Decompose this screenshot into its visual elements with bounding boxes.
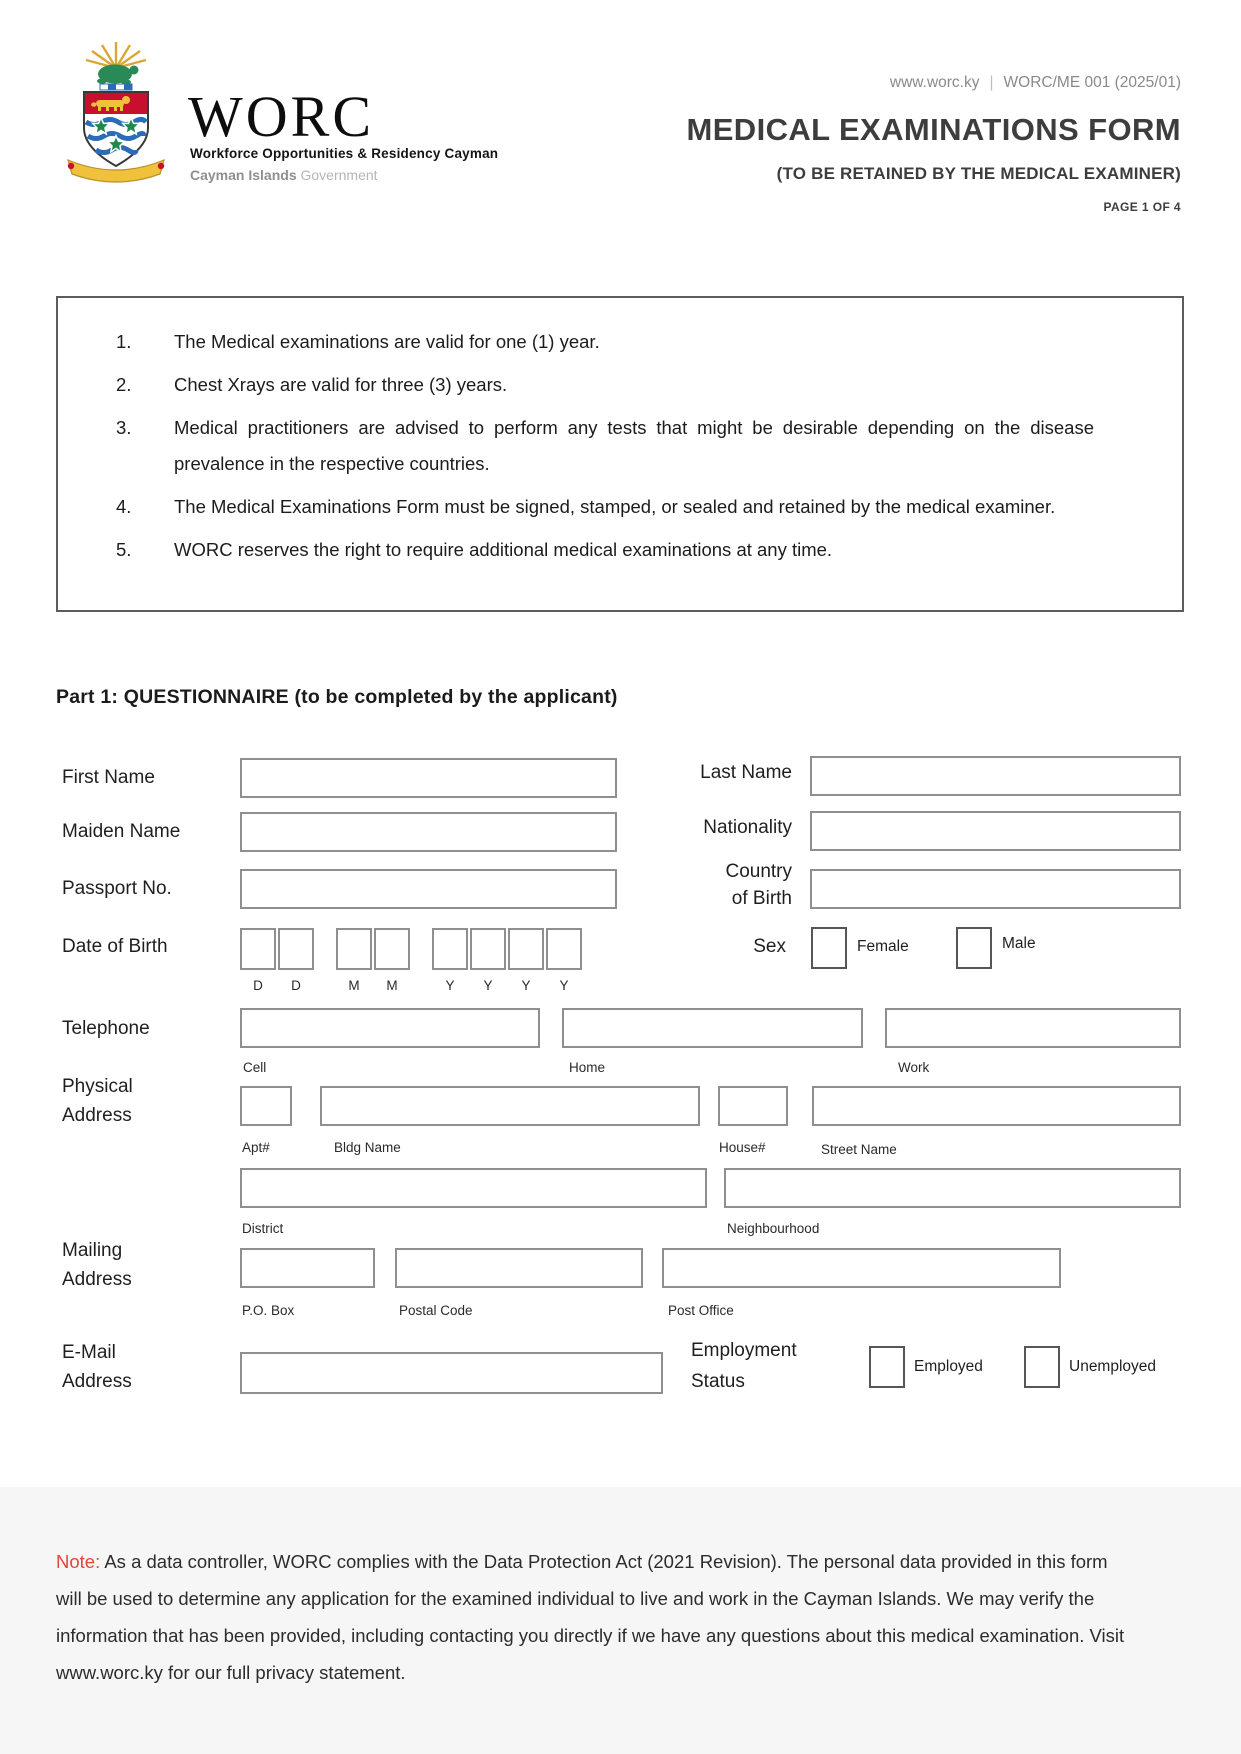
apt-caption: Apt# <box>242 1140 270 1155</box>
sex-male-label: Male <box>1002 935 1036 952</box>
passport-no-label: Passport No. <box>62 878 172 899</box>
sex-female-checkbox[interactable] <box>811 927 847 969</box>
employment-status-label-line2: Status <box>691 1371 745 1392</box>
instruction-text: The Medical Examinations Form must be signed, stamped, or sealed and retained by the medical examiner. <box>174 496 1056 517</box>
house-caption: House# <box>719 1140 766 1155</box>
date-of-birth-label: Date of Birth <box>62 936 168 957</box>
instruction-text: Chest Xrays are valid for three (3) years. <box>174 374 508 395</box>
street-name-input[interactable] <box>812 1086 1181 1126</box>
government-line-light: Government <box>296 167 378 183</box>
instruction-item <box>58 489 1182 525</box>
instruction-number: 4. <box>116 496 132 517</box>
logo-tagline: Workforce Opportunities & Residency Cayman <box>190 146 499 161</box>
unemployed-checkbox[interactable] <box>1024 1346 1060 1388</box>
dob-letter: D <box>253 978 263 993</box>
dob-letter: D <box>291 978 301 993</box>
instruction-number: 3. <box>116 417 132 438</box>
instruction-item <box>58 367 1182 403</box>
telephone-home-input[interactable] <box>562 1008 863 1048</box>
dob-letter: Y <box>521 978 531 993</box>
telephone-work-input[interactable] <box>885 1008 1181 1048</box>
street-name-caption: Street Name <box>821 1142 897 1157</box>
email-address-label-line2: Address <box>62 1371 132 1392</box>
maiden-name-label: Maiden Name <box>62 821 181 842</box>
shield <box>84 92 148 166</box>
employed-checkbox[interactable] <box>869 1346 905 1388</box>
instruction-item <box>58 410 1182 482</box>
postal-code-caption: Postal Code <box>399 1303 473 1318</box>
instruction-number: 1. <box>116 331 132 352</box>
last-name-input[interactable] <box>810 756 1181 796</box>
maiden-name-input[interactable] <box>240 812 617 852</box>
instruction-item <box>58 532 1182 568</box>
note-body: As a data controller, WORC complies with the Data Protection Act (2021 Revision). The personal data provided in this form will be used to determine any application for the examined individual to live and work in the Cayman Islands. We may verify the information that has been provided, including contacting you directly if we have any questions about this medical examination. Visit www.worc.ky for our full privacy statement. <box>56 1551 1125 1683</box>
mailing-address-label-line1: Mailing <box>62 1240 123 1261</box>
apt-number-input[interactable] <box>240 1086 292 1126</box>
employed-label: Employed <box>914 1358 983 1375</box>
sex-male-checkbox[interactable] <box>956 927 992 969</box>
page-indicator: PAGE 1 OF 4 <box>1103 200 1181 214</box>
telephone-cell-input[interactable] <box>240 1008 540 1048</box>
last-name-label: Last Name <box>700 762 792 783</box>
neighbourhood-caption: Neighbourhood <box>727 1221 820 1236</box>
physical-address-label-line2: Address <box>62 1105 132 1126</box>
data-protection-note <box>56 1543 1126 1691</box>
instruction-item <box>58 324 1182 360</box>
work-caption: Work <box>898 1060 930 1075</box>
passport-no-input[interactable] <box>240 869 617 909</box>
cell-caption: Cell <box>243 1060 267 1075</box>
house-number-input[interactable] <box>718 1086 788 1126</box>
first-name-label: First Name <box>62 767 155 788</box>
instructions-list <box>58 298 1182 568</box>
employment-status-label-line1: Employment <box>691 1340 797 1361</box>
dob-year-box-4[interactable] <box>546 928 582 970</box>
instruction-number: 5. <box>116 539 132 560</box>
country-of-birth-label-line2: of Birth <box>731 888 792 909</box>
dob-year-box-2[interactable] <box>470 928 506 970</box>
turtle-icon <box>97 65 139 85</box>
bldg-name-input[interactable] <box>320 1086 700 1126</box>
dob-year-box-3[interactable] <box>508 928 544 970</box>
postal-code-input[interactable] <box>395 1248 643 1288</box>
po-box-input[interactable] <box>240 1248 375 1288</box>
email-address-label-line1: E-Mail <box>62 1342 116 1363</box>
dob-month-box-2[interactable] <box>374 928 410 970</box>
header-meta <box>890 74 1181 92</box>
email-address-input[interactable] <box>240 1352 663 1394</box>
mailing-address-label-line2: Address <box>62 1269 132 1290</box>
dob-year-box-1[interactable] <box>432 928 468 970</box>
sex-female-label: Female <box>857 938 909 955</box>
meta-separator: | <box>989 74 994 91</box>
post-office-input[interactable] <box>662 1248 1061 1288</box>
form-title: MEDICAL EXAMINATIONS FORM <box>686 112 1181 147</box>
home-caption: Home <box>569 1060 606 1075</box>
instruction-text: The Medical examinations are valid for one (1) year. <box>174 331 600 352</box>
part1-heading: Part 1: QUESTIONNAIRE (to be completed by the applicant) <box>56 686 618 708</box>
form-code: WORC/ME 001 (2025/01) <box>1003 74 1181 91</box>
crest-torse <box>100 84 132 90</box>
neighbourhood-input[interactable] <box>724 1168 1181 1208</box>
physical-address-label-line1: Physical <box>62 1076 133 1097</box>
instruction-text: WORC reserves the right to require additional medical examinations at any time. <box>174 539 833 560</box>
government-line-bold: Cayman Islands <box>190 167 297 183</box>
nationality-label: Nationality <box>703 817 792 838</box>
instruction-number: 2. <box>116 374 132 395</box>
sex-label: Sex <box>753 936 786 957</box>
dob-day-box-2[interactable] <box>278 928 314 970</box>
dob-day-box-1[interactable] <box>240 928 276 970</box>
dob-letter: Y <box>483 978 493 993</box>
instruction-text: Medical practitioners are advised to perform any tests that might be desirable depending on the disease prevalence in the respective countries. <box>174 417 1094 474</box>
data-protection-note-panel <box>0 1487 1241 1754</box>
form-subtitle: (TO BE RETAINED BY THE MEDICAL EXAMINER) <box>776 164 1181 183</box>
country-of-birth-label-line1: Country <box>725 861 792 882</box>
dob-letter: Y <box>445 978 455 993</box>
district-caption: District <box>242 1221 284 1236</box>
dob-letter: M <box>348 978 360 993</box>
post-office-caption: Post Office <box>668 1303 734 1318</box>
po-box-caption: P.O. Box <box>242 1303 295 1318</box>
nationality-input[interactable] <box>810 811 1181 851</box>
government-line <box>190 167 378 183</box>
worc-wordmark: WORC <box>188 84 374 149</box>
note-label: Note: <box>56 1551 101 1572</box>
dob-month-box-1[interactable] <box>336 928 372 970</box>
country-of-birth-input[interactable] <box>810 869 1181 909</box>
crest-thatch <box>86 42 146 68</box>
unemployed-label: Unemployed <box>1069 1358 1157 1375</box>
first-name-input[interactable] <box>240 758 617 798</box>
district-input[interactable] <box>240 1168 707 1208</box>
website-url: www.worc.ky <box>889 74 980 91</box>
cayman-coat-of-arms-logo <box>56 38 176 190</box>
telephone-label: Telephone <box>62 1018 150 1039</box>
dob-letter: Y <box>559 978 569 993</box>
instructions-box <box>56 296 1184 612</box>
bldg-name-caption: Bldg Name <box>334 1140 401 1155</box>
dob-letter: M <box>386 978 398 993</box>
